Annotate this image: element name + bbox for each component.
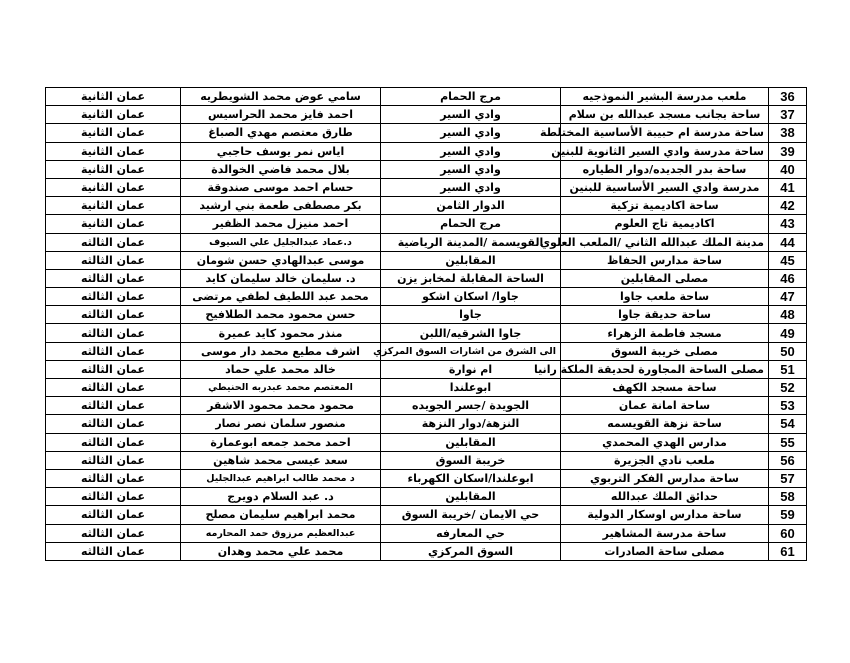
row-number-cell: 48 xyxy=(769,306,807,324)
site-cell: مصلى الساحة المجاورة لحديقة الملكة رانيا xyxy=(561,360,769,378)
row-number-cell: 55 xyxy=(769,433,807,451)
table-row xyxy=(46,342,807,360)
table-row xyxy=(46,215,807,233)
directorate-cell: عمان الثانية xyxy=(46,197,181,215)
table-row xyxy=(46,178,807,196)
area-cell: النزهة/دوار النزهة xyxy=(381,415,561,433)
area-cell: الى الشرق من اشارات السوق المركزي xyxy=(381,342,561,360)
site-cell: ساحة نزهة القويسمه xyxy=(561,415,769,433)
area-cell: جاوا xyxy=(381,306,561,324)
area-cell: وادي السير xyxy=(381,178,561,196)
area-cell: خريبة السوق xyxy=(381,451,561,469)
site-cell: ساحة بجانب مسجد عبدالله بن سلام xyxy=(561,106,769,124)
table-row xyxy=(46,269,807,287)
site-cell: اكاديمية تاج العلوم xyxy=(561,215,769,233)
table-row xyxy=(46,197,807,215)
area-cell: المقابلين xyxy=(381,251,561,269)
directorate-cell: عمان الثالثه xyxy=(46,306,181,324)
site-cell: ساحة اكاديمية تزكية xyxy=(561,197,769,215)
supervisor-name-cell: محمد عبد اللطيف لطفي مرتضى xyxy=(181,288,381,306)
table-row xyxy=(46,160,807,178)
directorate-cell: عمان الثانية xyxy=(46,124,181,142)
assignments-table xyxy=(45,87,807,561)
site-cell: ساحة مدارس اوسكار الدولية xyxy=(561,506,769,524)
row-number-cell: 50 xyxy=(769,342,807,360)
table-row xyxy=(46,288,807,306)
site-cell: ساحة مدارس الفكر التربوي xyxy=(561,469,769,487)
directorate-cell: عمان الثالثه xyxy=(46,397,181,415)
supervisor-name-cell: منذر محمود كايد عميرة xyxy=(181,324,381,342)
area-cell: الدوار الثامن xyxy=(381,197,561,215)
directorate-cell: عمان الثالثه xyxy=(46,433,181,451)
supervisor-name-cell: اياس نمر يوسف حاجبي xyxy=(181,142,381,160)
row-number-cell: 40 xyxy=(769,160,807,178)
area-cell: جاوا/ اسكان اشكو xyxy=(381,288,561,306)
supervisor-name-cell: حسن محمود محمد الطلافيح xyxy=(181,306,381,324)
row-number-cell: 36 xyxy=(769,88,807,106)
area-cell: ابوعلندا/اسكان الكهرباء xyxy=(381,469,561,487)
supervisor-name-cell: المعتصم محمد عبدربه الحنيطي xyxy=(181,379,381,397)
supervisor-name-cell: عبدالعظيم مرزوق حمد المحارمه xyxy=(181,524,381,542)
table-body xyxy=(46,88,807,561)
supervisor-name-cell: بلال محمد فاضي الخوالدة xyxy=(181,160,381,178)
site-cell: مصلى ساحة الصادرات xyxy=(561,542,769,560)
area-cell: الساحة المقابلة لمخابز يزن xyxy=(381,269,561,287)
row-number-cell: 43 xyxy=(769,215,807,233)
supervisor-name-cell: محمد علي محمد وهدان xyxy=(181,542,381,560)
directorate-cell: عمان الثالثه xyxy=(46,324,181,342)
site-cell: مدرسة وادي السير الأساسية للبنين xyxy=(561,178,769,196)
supervisor-name-cell: محمد ابراهيم سليمان مصلح xyxy=(181,506,381,524)
area-cell: وادي السير xyxy=(381,142,561,160)
supervisor-name-cell: محمود محمد محمود الاشقر xyxy=(181,397,381,415)
table-row xyxy=(46,306,807,324)
row-number-cell: 46 xyxy=(769,269,807,287)
area-cell: ام نوارة xyxy=(381,360,561,378)
area-cell: المقابلين xyxy=(381,488,561,506)
row-number-cell: 45 xyxy=(769,251,807,269)
site-cell: مصلى المقابلين xyxy=(561,269,769,287)
table-row xyxy=(46,506,807,524)
supervisor-name-cell: حسام احمد موسى صندوقة xyxy=(181,178,381,196)
site-cell: ملعب نادي الجزيرة xyxy=(561,451,769,469)
table-row xyxy=(46,451,807,469)
row-number-cell: 59 xyxy=(769,506,807,524)
supervisor-name-cell: سامي عوض محمد الشويطريه xyxy=(181,88,381,106)
table-row xyxy=(46,233,807,251)
table-row xyxy=(46,542,807,560)
supervisor-name-cell: احمد فايز محمد الحراسيس xyxy=(181,106,381,124)
row-number-cell: 54 xyxy=(769,415,807,433)
row-number-cell: 47 xyxy=(769,288,807,306)
supervisor-name-cell: طارق معتصم مهدي الصباغ xyxy=(181,124,381,142)
row-number-cell: 38 xyxy=(769,124,807,142)
site-cell: مدارس الهدي المحمدي xyxy=(561,433,769,451)
table-row xyxy=(46,88,807,106)
site-cell: ساحة امانة عمان xyxy=(561,397,769,415)
row-number-cell: 58 xyxy=(769,488,807,506)
area-cell: مرج الحمام xyxy=(381,215,561,233)
row-number-cell: 39 xyxy=(769,142,807,160)
table-row xyxy=(46,433,807,451)
table-row xyxy=(46,106,807,124)
supervisor-name-cell: د. سليمان خالد سليمان كايد xyxy=(181,269,381,287)
site-cell: مسجد فاطمة الزهراء xyxy=(561,324,769,342)
supervisor-name-cell: احمد منيزل محمد الظفير xyxy=(181,215,381,233)
supervisor-name-cell: د.عماد عبدالجليل علي السيوف xyxy=(181,233,381,251)
site-cell: مدينة الملك عبدالله الثاني /الملعب العلوي xyxy=(561,233,769,251)
area-cell: ابوعلندا xyxy=(381,379,561,397)
row-number-cell: 41 xyxy=(769,178,807,196)
row-number-cell: 57 xyxy=(769,469,807,487)
directorate-cell: عمان الثانية xyxy=(46,178,181,196)
table-row xyxy=(46,415,807,433)
directorate-cell: عمان الثالثه xyxy=(46,233,181,251)
directorate-cell: عمان الثالثه xyxy=(46,524,181,542)
site-cell: ملعب مدرسة البشير النموذجيه xyxy=(561,88,769,106)
directorate-cell: عمان الثالثه xyxy=(46,506,181,524)
row-number-cell: 61 xyxy=(769,542,807,560)
area-cell: القويسمة /المدينة الرياضية xyxy=(381,233,561,251)
area-cell: الجويدة /جسر الجويده xyxy=(381,397,561,415)
area-cell: وادي السير xyxy=(381,124,561,142)
area-cell: حي الايمان /خريبة السوق xyxy=(381,506,561,524)
area-cell: مرج الحمام xyxy=(381,88,561,106)
site-cell: ساحة حديقة جاوا xyxy=(561,306,769,324)
row-number-cell: 56 xyxy=(769,451,807,469)
table-row xyxy=(46,469,807,487)
row-number-cell: 49 xyxy=(769,324,807,342)
site-cell: ساحة مسجد الكهف xyxy=(561,379,769,397)
directorate-cell: عمان الثالثه xyxy=(46,469,181,487)
directorate-cell: عمان الثالثه xyxy=(46,542,181,560)
area-cell: السوق المركزي xyxy=(381,542,561,560)
site-cell: ساحة مدارس الحفاظ xyxy=(561,251,769,269)
site-cell: مصلى خريبة السوق xyxy=(561,342,769,360)
row-number-cell: 52 xyxy=(769,379,807,397)
site-cell: ساحة ملعب جاوا xyxy=(561,288,769,306)
supervisor-name-cell: موسى عبدالهادي حسن شومان xyxy=(181,251,381,269)
supervisor-name-cell: د محمد طالب ابراهيم عبدالجليل xyxy=(181,469,381,487)
site-cell: ساحة مدرسة المشاهير xyxy=(561,524,769,542)
table-row xyxy=(46,488,807,506)
row-number-cell: 53 xyxy=(769,397,807,415)
directorate-cell: عمان الثانية xyxy=(46,142,181,160)
directorate-cell: عمان الثالثه xyxy=(46,342,181,360)
table-row xyxy=(46,379,807,397)
table-row xyxy=(46,251,807,269)
supervisor-name-cell: احمد محمد جمعه ابوعمارة xyxy=(181,433,381,451)
table-row xyxy=(46,324,807,342)
table-row xyxy=(46,142,807,160)
directorate-cell: عمان الثالثه xyxy=(46,288,181,306)
supervisor-name-cell: بكر مصطفى طعمة بني ارشيد xyxy=(181,197,381,215)
supervisor-name-cell: سعد عيسى محمد شاهين xyxy=(181,451,381,469)
directorate-cell: عمان الثالثه xyxy=(46,379,181,397)
site-cell: ساحة مدرسة ام حبيبة الأساسية المختلطة xyxy=(561,124,769,142)
supervisor-name-cell: خالد محمد علي حماد xyxy=(181,360,381,378)
table-row xyxy=(46,124,807,142)
table-row xyxy=(46,397,807,415)
supervisor-name-cell: اشرف مطيع محمد دار موسى xyxy=(181,342,381,360)
area-cell: المقابلين xyxy=(381,433,561,451)
row-number-cell: 60 xyxy=(769,524,807,542)
row-number-cell: 42 xyxy=(769,197,807,215)
directorate-cell: عمان الثالثه xyxy=(46,451,181,469)
table-row xyxy=(46,524,807,542)
directorate-cell: عمان الثالثه xyxy=(46,251,181,269)
supervisor-name-cell: د. عبد السلام دويرج xyxy=(181,488,381,506)
row-number-cell: 37 xyxy=(769,106,807,124)
directorate-cell: عمان الثانية xyxy=(46,160,181,178)
directorate-cell: عمان الثانية xyxy=(46,88,181,106)
directorate-cell: عمان الثانية xyxy=(46,215,181,233)
supervisor-name-cell: منصور سلمان نصر نصار xyxy=(181,415,381,433)
table-row xyxy=(46,360,807,378)
site-cell: حدائق الملك عبدالله xyxy=(561,488,769,506)
site-cell: ساحة بدر الجديده/دوار الطياره xyxy=(561,160,769,178)
area-cell: جاوا الشرقيه/اللبن xyxy=(381,324,561,342)
site-cell: ساحة مدرسة وادي السير الثانوية للبنين xyxy=(561,142,769,160)
directorate-cell: عمان الثالثه xyxy=(46,488,181,506)
row-number-cell: 44 xyxy=(769,233,807,251)
row-number-cell: 51 xyxy=(769,360,807,378)
directorate-cell: عمان الثالثه xyxy=(46,269,181,287)
directorate-cell: عمان الثالثه xyxy=(46,360,181,378)
directorate-cell: عمان الثانية xyxy=(46,106,181,124)
area-cell: وادي السير xyxy=(381,160,561,178)
area-cell: وادي السير xyxy=(381,106,561,124)
area-cell: حي المعارفه xyxy=(381,524,561,542)
directorate-cell: عمان الثالثه xyxy=(46,415,181,433)
